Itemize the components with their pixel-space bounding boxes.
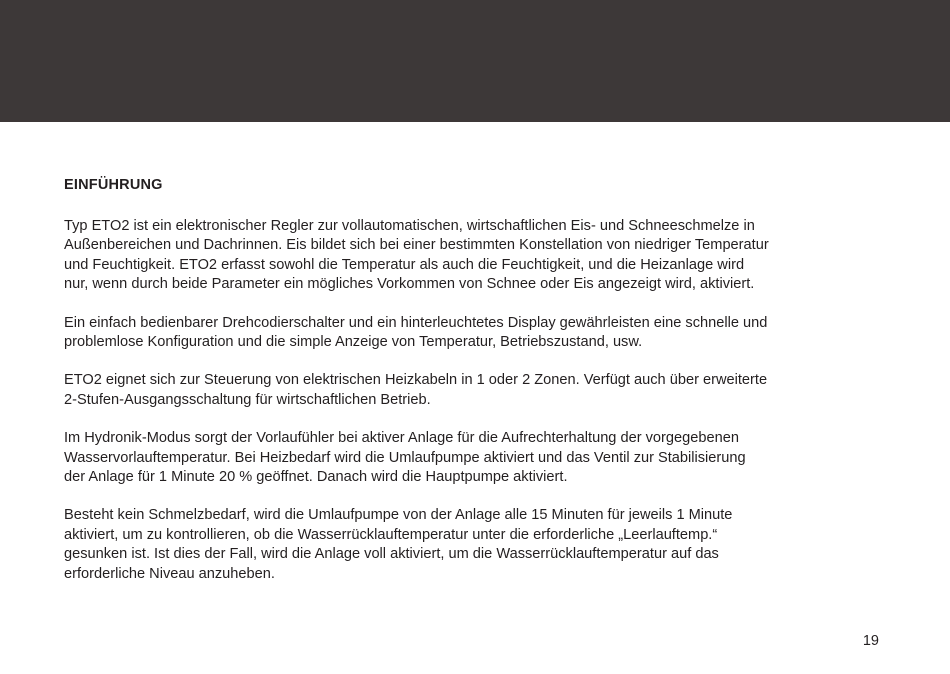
paragraph-line: der Anlage für 1 Minute 20 % geöffnet. Danach wird die Hauptpumpe aktiviert. <box>64 469 568 486</box>
paragraph-line: und Feuchtigkeit. ETO2 erfasst sowohl die Temperatur als auch die Feuchtigkeit, und die Heizanlage wird <box>64 256 745 273</box>
paragraph-configuration <box>64 314 894 353</box>
paragraph-line: Typ ETO2 ist ein elektronischer Regler zur vollautomatischen, wirtschaftlichen Eis- und Schneeschmelze in <box>64 218 755 234</box>
paragraph-heating-cables <box>64 371 894 410</box>
paragraph-hydronic-mode <box>64 429 894 487</box>
paragraph-idle-check <box>64 506 894 584</box>
paragraph-line: gesunken ist. Ist dies der Fall, wird die Anlage voll aktiviert, um die Wasserrücklauftemperatur auf das <box>64 546 719 563</box>
paragraph-intro <box>64 217 894 295</box>
paragraph-line: nur, wenn durch beide Parameter ein mögliches Vorkommen von Schnee oder Eis angezeigt wird, aktiviert. <box>64 276 755 293</box>
section-title: EINFÜHRUNG <box>64 177 163 193</box>
paragraph-line: Ein einfach bedienbarer Drehcodierschalter und ein hinterleuchtetes Display gewährleisten eine schnelle und <box>64 314 768 331</box>
paragraph-line: Wasservorlauftemperatur. Bei Heizbedarf wird die Umlaufpumpe aktiviert und das Ventil zur Stabilisierung <box>64 449 746 466</box>
paragraph-line: 2-Stufen-Ausgangsschaltung für wirtschaftlichen Betrieb. <box>64 391 431 408</box>
paragraph-line: aktiviert, um zu kontrollieren, ob die Wasserrücklauftemperatur unter die erforderliche „Leerlauftemp.“ <box>64 526 718 543</box>
page-content <box>64 176 894 603</box>
paragraph-line: ETO2 eignet sich zur Steuerung von elektrischen Heizkabeln in 1 oder 2 Zonen. Verfügt auch über erweiterte <box>64 372 768 389</box>
paragraph-line: problemlose Konfiguration und die simple Anzeige von Temperatur, Betriebszustand, usw. <box>64 334 643 351</box>
paragraph-line: Im Hydronik-Modus sorgt der Vorlaufühler bei aktiver Anlage für die Aufrechterhaltung der vorgegebenen <box>64 430 739 447</box>
header-band <box>0 0 950 122</box>
paragraph-line: Besteht kein Schmelzbedarf, wird die Umlaufpumpe von der Anlage alle 15 Minuten für jeweils 1 Minute <box>64 507 733 524</box>
paragraph-line: Außenbereichen und Dachrinnen. Eis bildet sich bei einer bestimmten Konstellation von niedriger Temperatur <box>64 237 769 254</box>
page-number: 19 <box>862 633 879 649</box>
paragraph-line: erforderliche Niveau anzuheben. <box>64 565 275 582</box>
